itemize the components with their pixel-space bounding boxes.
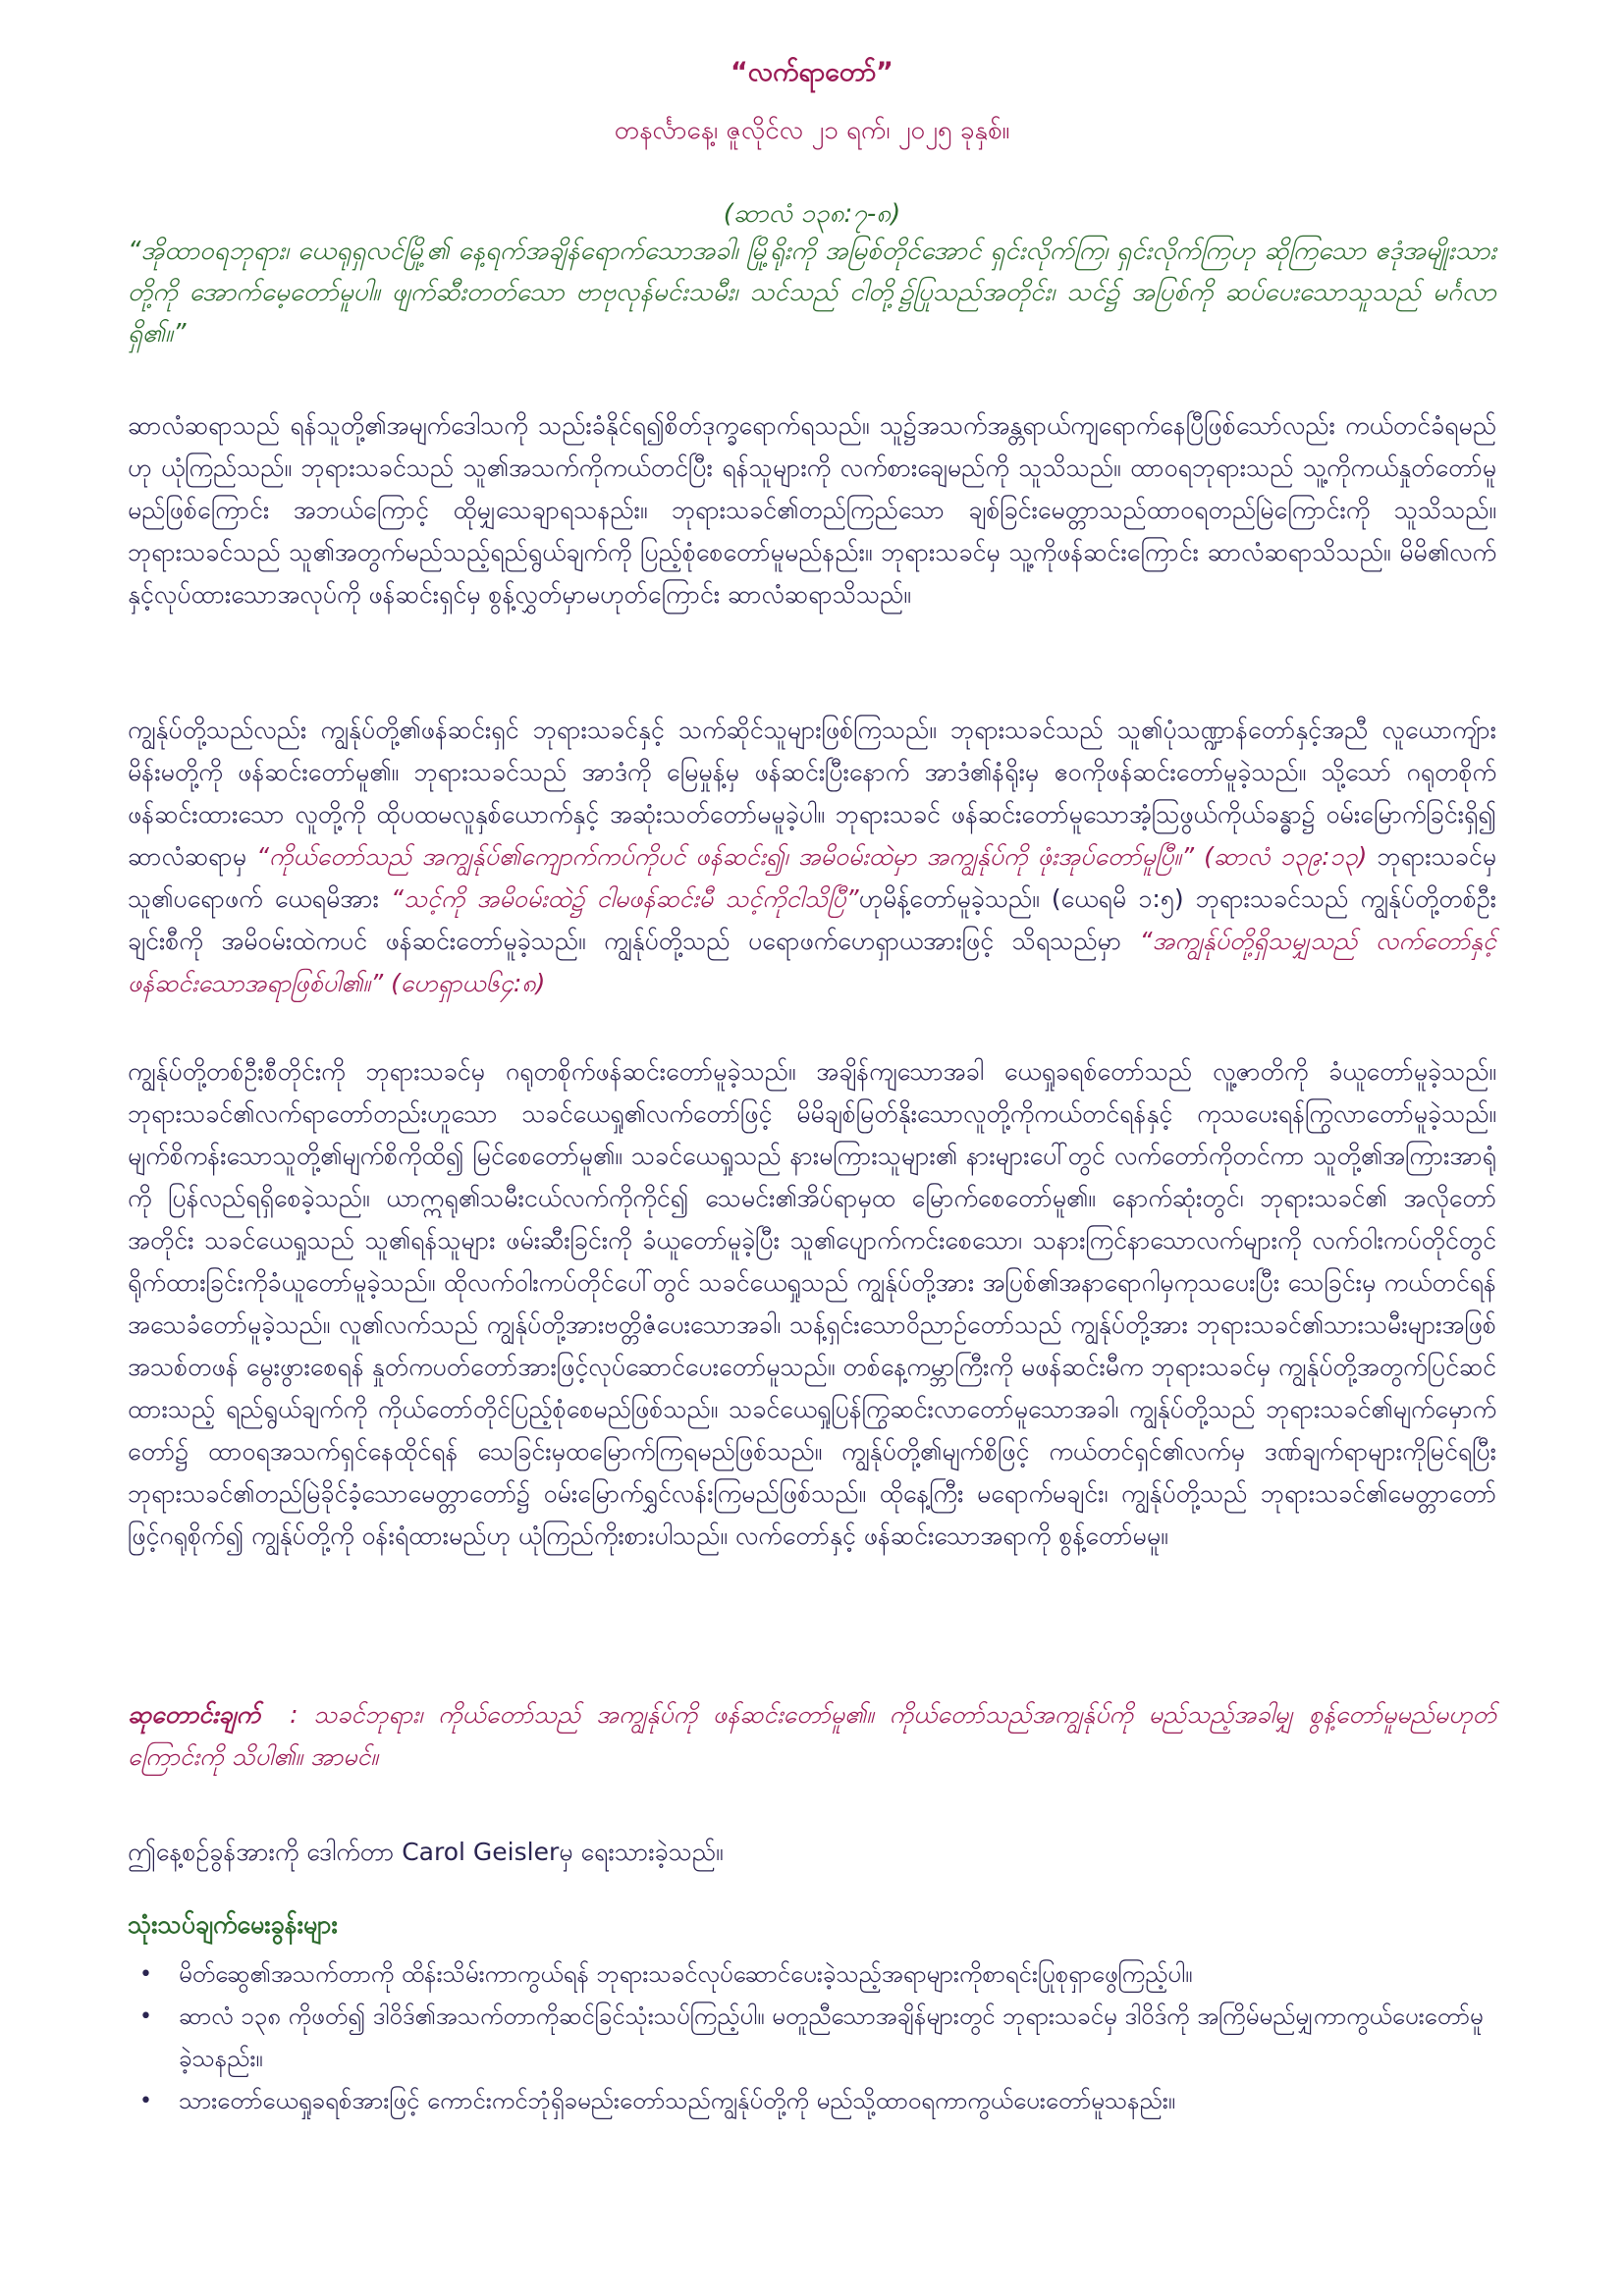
paragraph-2-text-a: ကျွန်ုပ်တို့သည်လည်း ကျွန်ုပ်တို့၏ဖန်ဆင်းရှင် ဘုရားသခင်နှင့် သက်ဆိုင်သူများဖြစ်ကြသည်။ ဘုရားသခင်သည် သူ၏ပုံသဏ္ဍာန်တော်နှင့်အညီ လူယောကျ်ား မိန်းမတို့ကို ဖန်ဆင်းတော်မူ၏။ ဘုရားသခင်သည် အာဒံကို မြေမှုန့်မှ ဖန်ဆင်းပြီးနောက် အာဒံ၏နံရိုးမှ ဧဝကိုဖန်ဆင်းတော်မူခဲ့သည်။ သို့သော် ဂရုတစိုက်ဖန်ဆင်းထားသော လူတို့ကို ထိုပထမလူနှစ်ယောက်နှင့် အဆုံးသတ်တော်မမူခဲ့ပါ။ ဘုရားသခင် ဖန်ဆင်းတော်မူသောအံ့သြဖွယ်ကိုယ်ခန္ဓာ၌ ဝမ်းမြောက်ခြင်းရှိ၍ ဆာလံဆရာမှ bbox=[128, 716, 1496, 871]
question-item bbox=[139, 1953, 1496, 1996]
prayer-text: : သခင်ဘုရား၊ ကိုယ်တော်သည် အကျွန်ုပ်ကို ဖန်ဆင်းတော်မူ၏။ ကိုယ်တော်သည်အကျွန်ုပ်ကို မည်သည့်အခါမျှ စွန့်တော်မူမည်မဟုတ်ကြောင်းကို သိပါ၏။ အာမင်။ bbox=[128, 1700, 1496, 1771]
bullet-icon: • bbox=[139, 2089, 152, 2113]
bullet-icon: • bbox=[139, 1962, 152, 1987]
question-item bbox=[139, 1996, 1496, 2080]
author-note: ဤနေ့စဉ်ခွန်အားကို ဒေါက်တာ Carol Geislerမှ ရေးသားခဲ့သည်။ bbox=[128, 1838, 724, 1866]
prayer-label: ဆုတောင်းချက် bbox=[128, 1700, 261, 1729]
scripture-text: “အိုထာဝရဘုရား၊ ယေရုရှလင်မြို့၏ နေ့ရက်အချိန်ရောက်သောအခါ၊ မြို့ရိုးကို အမြစ်တိုင်အောင် ရှင်းလိုက်ကြ၊ ရှင်းလိုက်ကြဟု ဆိုကြသော ဧဒုံအမျိုးသားတို့ကို အောက်မေ့တော်မူပါ။ ဖျက်ဆီးတတ်သော ဗာဗုလုန်မင်းသမီး၊ သင်သည် ငါတို့၌ပြုသည်အတိုင်း၊ သင်၌ အပြစ်ကို ဆပ်ပေးသောသူသည် မင်္ဂလာရှိ၏။” bbox=[128, 237, 1496, 348]
prayer bbox=[128, 1693, 1496, 1778]
quote-psalm-139: “ကိုယ်တော်သည် အကျွန်ုပ်၏ကျောက်ကပ်ကိုပင် ဖန်ဆင်း၍၊ အမိဝမ်းထဲမှာ အကျွန်ုပ်ကို ဖုံးအုပ်တော်မူပြီ။” (ဆာလံ ၁၃၉:၁၃) bbox=[256, 842, 1368, 871]
paragraph-2-text-b: ဘုရားသခင်မှ သူ၏ပရောဖက် ယေရမိအား bbox=[128, 842, 1496, 913]
paragraph-1: ဆာလံဆရာသည် ရန်သူတို့၏အမျက်ဒေါသကို သည်းခံနိုင်ရ၍စိတ်ဒုက္ခရောက်ရသည်။ သူ၌အသက်အန္တရာယ်ကျရောက်နေပြီဖြစ်သော်လည်း ကယ်တင်ခံရမည်ဟု ယုံကြည်သည်။ ဘုရားသခင်သည် သူ၏အသက်ကိုကယ်တင်ပြီး ရန်သူများကို လက်စားချေမည်ကို သူသိသည်။ ထာဝရဘုရားသည် သူ့ကိုကယ်နှုတ်တော်မူမည်ဖြစ်ကြောင်း အဘယ်ကြောင့် ထိုမျှသေချာရသနည်း။ ဘုရားသခင်၏တည်ကြည်သော ချစ်ခြင်းမေတ္တာသည်ထာဝရတည်မြဲကြောင်းကို သူသိသည်။ ဘုရားသခင်သည် သူ၏အတွက်မည်သည့်ရည်ရွယ်ချက်ကို ပြည့်စုံစေတော်မူမည်နည်း။ ဘုရားသခင်မှ သူ့ကိုဖန်ဆင်းကြောင်း ဆာလံဆရာသိသည်။ မိမိ၏လက်နှင့်လုပ်ထားသောအလုပ်ကို ဖန်ဆင်းရှင်မှ စွန့်လွှတ်မှာမဟုတ်ကြောင်း ဆာလံဆရာသိသည်။ bbox=[128, 411, 1496, 609]
paragraph-2 bbox=[128, 709, 1496, 1004]
quote-jeremiah: “သင့်ကို အမိဝမ်းထဲ၌ ငါမဖန်ဆင်းမီ သင့်ကိုငါသိပြီ” bbox=[391, 884, 859, 913]
question-text: ဆာလံ ၁၃၈ ကိုဖတ်၍ ဒါဝိဒ်၏အသက်တာကိုဆင်ခြင်သုံးသပ်ကြည့်ပါ။ မတူညီသောအချိန်များတွင် ဘုရားသခင်မှ ဒါဝိဒ်ကို အကြိမ်မည်မျှကာကွယ်ပေးတော်မူခဲ့သနည်း။ bbox=[179, 2002, 1484, 2072]
bullet-icon: • bbox=[139, 2004, 152, 2029]
date-line: တနင်္လာနေ့၊ ဇူလိုင်လ ၂၁ ရက်၊ ၂၀၂၅ ခုနှစ်။ bbox=[614, 116, 1010, 145]
question-text: သားတော်ယေရှုခရစ်အားဖြင့် ကောင်းကင်ဘုံရှိခမည်းတော်သည်ကျွန်ုပ်တို့ကို မည်သို့ထာဝရကာကွယ်ပေးတော်မူသနည်း။ bbox=[179, 2087, 1176, 2114]
paragraph-2-text-c: ဟုမိန့်တော်မူခဲ့သည်။ (ယေရမိ ၁:၅) ဘုရားသခင်သည် ကျွန်ုပ်တို့တစ်ဦးချင်းစီကို အမိဝမ်းထဲကပင် ဖန်ဆင်းတော်မူခဲ့သည်။ ကျွန်ုပ်တို့သည် ပရောဖက်ဟေရှာယအားဖြင့် သိရသည်မှာ bbox=[128, 884, 1496, 955]
question-item bbox=[139, 2080, 1496, 2122]
question-text: မိတ်ဆွေ၏အသက်တာကို ထိန်းသိမ်းကာကွယ်ရန် ဘုရားသခင်လုပ်ဆောင်ပေးခဲ့သည့်အရာများကိုစာရင်းပြုစုရှာဖွေကြည့်ပါ။ bbox=[179, 1960, 1193, 1988]
reflection-questions bbox=[128, 1953, 1496, 2122]
reflection-heading: သုံးသပ်ချက်မေးခွန်းများ bbox=[128, 1910, 338, 1939]
page-title: “လက်ရာတော်” bbox=[731, 57, 893, 87]
paragraph-3: ကျွန်ုပ်တို့တစ်ဦးစီတိုင်းကို ဘုရားသခင်မှ ဂရုတစိုက်ဖန်ဆင်းတော်မူခဲ့သည်။ အချိန်ကျသောအခါ ယေရှုခရစ်တော်သည် လူ့ဇာတိကို ခံယူတော်မူခဲ့သည်။ ဘုရားသခင်၏လက်ရာတော်တည်းဟူသော သခင်ယေရှု၏လက်တော်ဖြင့် မိမိချစ်မြတ်နိုးသောလူတို့ကိုကယ်တင်ရန်နှင့် ကုသပေးရန်ကြွလာတော်မူခဲ့သည်။ မျက်စိကန်းသောသူတို့၏မျက်စိကိုထိ၍ မြင်စေတော်မူ၏။ သခင်ယေရှုသည် နားမကြားသူများ၏ နားများပေါ်တွင် လက်တော်ကိုတင်ကာ သူတို့၏အကြားအာရုံကို ပြန်လည်ရရှိစေခဲ့သည်။ ယာဣရု၏သမီးငယ်လက်ကိုကိုင်၍ သေမင်း၏အိပ်ရာမှထ မြောက်စေတော်မူ၏။ နောက်ဆုံးတွင်၊ ဘုရားသခင်၏ အလိုတော်အတိုင်း သခင်ယေရှုသည် သူ၏ရန်သူများ ဖမ်းဆီးခြင်းကို ခံယူတော်မူခဲ့ပြီး သူ၏ပျောက်ကင်းစေသော၊ သနားကြင်နာသောလက်များကို လက်ဝါးကပ်တိုင်တွင် ရိုက်ထားခြင်းကိုခံယူတော်မူခဲ့သည်။ ထိုလက်ဝါးကပ်တိုင်ပေါ်တွင် သခင်ယေရှုသည် ကျွန်ုပ်တို့အား အပြစ်၏အနာရောဂါမှကုသပေးပြီး သေခြင်းမှ ကယ်တင်ရန် အသေခံတော်မူခဲ့သည်။ လူ၏လက်သည် ကျွန်ုပ်တို့အားဗတ္တိဇံပေးသောအခါ၊ သန့်ရှင်းသောဝိညာဉ်တော်သည် ကျွန်ုပ်တို့အား ဘုရားသခင်၏သားသမီးများအဖြစ် အသစ်တဖန် မွေးဖွားစေရန် နှုတ်ကပတ်တော်အားဖြင့်လုပ်ဆောင်ပေးတော်မူသည်။ တစ်နေ့ကမ္ဘာကြီးကို မဖန်ဆင်းမီက ဘုရားသခင်မှ ကျွန်ုပ်တို့အတွက်ပြင်ဆင်ထားသည့် ရည်ရွယ်ချက်ကို ကိုယ်တော်တိုင်ပြည့်စုံစေမည်ဖြစ်သည်။ သခင်ယေရှုပြန်ကြွဆင်းလာတော်မူသောအခါ၊ ကျွန်ုပ်တို့သည် ဘုရားသခင်၏မျက်မှောက်တော်၌ ထာဝရအသက်ရှင်နေထိုင်ရန် သေခြင်းမှထမြောက်ကြရမည်ဖြစ်သည်။ ကျွန်ုပ်တို့၏မျက်စိဖြင့် ကယ်တင်ရှင်၏လက်မှ ဒဏ်ချက်ရာများကိုမြင်ရပြီး ဘုရားသခင်၏တည်မြဲခိုင်ခံ့သောမေတ္တာတော်၌ ဝမ်းမြောက်ရွှင်လန်းကြမည်ဖြစ်သည်။ ထိုနေ့ကြီး မရောက်မချင်း၊ ကျွန်ုပ်တို့သည် ဘုရားသခင်၏မေတ္တာတော်ဖြင့်ဂရုစိုက်၍ ကျွန်ုပ်တို့ကို ဝန်းရံထားမည်ဟု ယုံကြည်ကိုးစားပါသည်။ လက်တော်နှင့် ဖန်ဆင်းသောအရာကို စွန့်တော်မမူ။ bbox=[128, 1057, 1496, 1550]
scripture-reference: (ဆာလံ ၁၃၈:၇-၈) bbox=[723, 199, 901, 229]
quote-isaiah: “အကျွန်ုပ်တို့ရှိသမျှသည် လက်တော်နှင့် ဖန်ဆင်းသောအရာဖြစ်ပါ၏။” (ဟေရှာယ၆၄:၈) bbox=[128, 927, 1497, 997]
